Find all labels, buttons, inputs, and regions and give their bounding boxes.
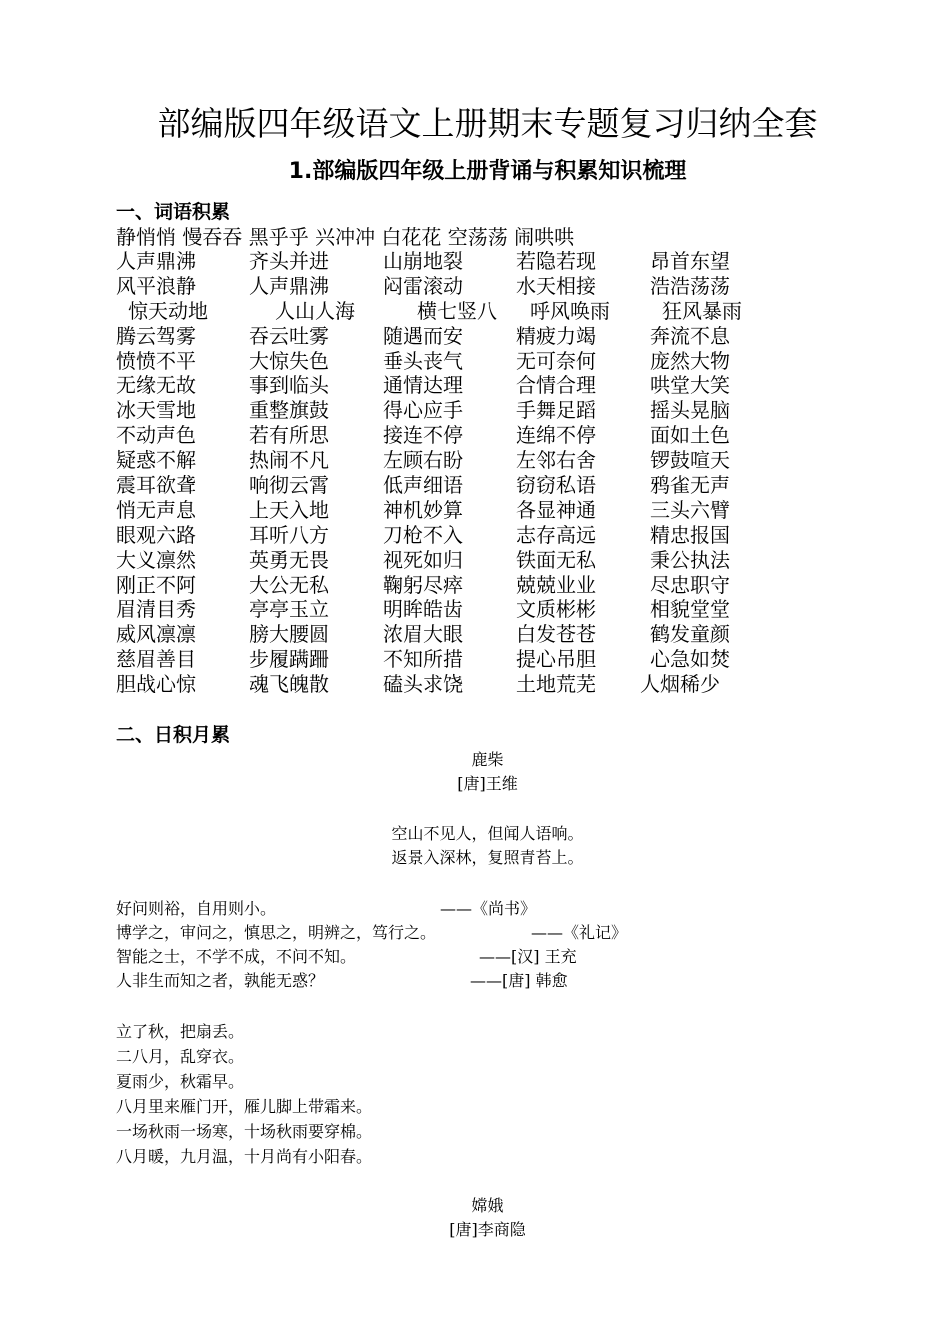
vocab-word: 大义凛然 <box>116 547 196 572</box>
vocab-word: 闷雷滚动 <box>383 273 463 298</box>
vocab-word: 刚正不阿 <box>116 572 196 597</box>
quote-text: 智能之士，不学不成，不问不知。 <box>116 947 357 966</box>
vocab-word: 面如土色 <box>650 423 730 448</box>
poem-title: 鹿柴 <box>471 750 504 769</box>
vocab-word: 垂头丧气 <box>383 348 463 373</box>
vocab-word: 秉公执法 <box>650 547 730 572</box>
vocab-word: 昂首东望 <box>650 249 730 273</box>
vocab-word: 连绵不停 <box>516 423 596 448</box>
vocab-word: 风平浪静 <box>116 273 196 298</box>
vocab-word: 摇头晃脑 <box>650 398 730 423</box>
document-title: 部编版四年级语文上册期末专题复习归纳全套 <box>157 104 818 143</box>
vocab-word: 相貌堂堂 <box>650 597 730 622</box>
vocab-word: 明眸皓齿 <box>383 597 463 622</box>
vocab-word: 若有所思 <box>249 423 329 448</box>
quote-text: 博学之，审问之，慎思之，明辨之，笃行之。 <box>116 923 437 942</box>
vocab-word: 疑惑不解 <box>116 448 196 473</box>
vocab-word: 水天相接 <box>516 273 596 298</box>
section-heading-vocabulary: 一、词语积累 <box>116 201 231 223</box>
vocab-word: 不知所措 <box>383 647 463 672</box>
quote-text: 好问则裕，自用则小。 <box>116 899 277 918</box>
vocab-row <box>116 324 896 349</box>
vocab-word: 若隐若现 <box>516 249 596 273</box>
vocab-row <box>116 299 896 324</box>
vocab-word: 耳听八方 <box>249 522 329 547</box>
document-subtitle: 1.部编版四年级上册背诵与积累知识梳理 <box>288 159 687 184</box>
vocab-row <box>116 647 896 672</box>
vocab-word: 吞云吐雾 <box>249 323 329 348</box>
vocab-word: 提心吊胆 <box>516 647 596 672</box>
vocab-word: 呼风唤雨 <box>530 298 610 323</box>
vocab-row <box>116 473 896 498</box>
vocab-word: 视死如归 <box>383 547 463 572</box>
vocab-row <box>116 498 896 523</box>
vocab-word: 手舞足蹈 <box>516 398 596 423</box>
quote-source: ——[汉] 王充 <box>479 947 577 966</box>
vocab-word: 鹤发童颜 <box>650 622 730 647</box>
vocab-word: 精忠报国 <box>650 522 730 547</box>
vocab-word: 庞然大物 <box>650 348 730 373</box>
vocab-word: 大惊失色 <box>249 348 329 373</box>
vocab-word: 左顾右盼 <box>383 448 463 473</box>
vocab-word: 接连不停 <box>383 423 463 448</box>
vocab-word: 慈眉善目 <box>116 647 196 672</box>
vocab-word: 热闹不凡 <box>249 448 329 473</box>
vocab-word: 无可奈何 <box>516 348 596 373</box>
vocab-word: 通情达理 <box>383 373 463 398</box>
vocab-word: 铁面无私 <box>516 547 596 572</box>
vocab-word: 山崩地裂 <box>383 249 463 273</box>
vocab-word: 人声鼎沸 <box>116 249 196 273</box>
quote-source: ——[唐] 韩愈 <box>470 971 568 990</box>
vocab-row <box>116 548 896 573</box>
vocab-word: 步履蹒跚 <box>249 647 329 672</box>
vocab-word: 眉清目秀 <box>116 597 196 622</box>
vocab-word: 志存高远 <box>516 522 596 547</box>
vocab-word: 狂风暴雨 <box>662 298 742 323</box>
vocab-word: 腾云驾雾 <box>116 323 196 348</box>
vocab-row <box>116 274 896 299</box>
vocab-grid <box>116 249 896 697</box>
vocab-reduplicated-line: 静悄悄 慢吞吞 黑乎乎 兴冲冲 白花花 空荡荡 闹哄哄 <box>116 225 575 249</box>
vocab-row <box>116 672 896 697</box>
vocab-word: 浓眉大眼 <box>383 622 463 647</box>
proverb-line: 立了秋，把扇丢。 <box>116 1022 245 1041</box>
proverb-line: 二八月，乱穿衣。 <box>116 1047 245 1066</box>
vocab-word: 膀大腰圆 <box>249 622 329 647</box>
poem-line: 空山不见人，但闻人语响。 <box>391 824 584 843</box>
poem-line: 返景入深林，复照青苔上。 <box>391 848 584 867</box>
vocab-word: 魂飞魄散 <box>249 672 329 697</box>
vocab-word: 上天入地 <box>249 497 329 522</box>
vocab-word: 合情合理 <box>516 373 596 398</box>
vocab-word: 人声鼎沸 <box>249 273 329 298</box>
vocab-word: 胆战心惊 <box>116 672 196 697</box>
vocab-word: 亭亭玉立 <box>249 597 329 622</box>
vocab-word: 心急如焚 <box>650 647 730 672</box>
vocab-row <box>116 573 896 598</box>
vocab-word: 眼观六路 <box>116 522 196 547</box>
vocab-word: 冰天雪地 <box>116 398 196 423</box>
vocab-row <box>116 349 896 374</box>
vocab-word: 低声细语 <box>383 473 463 498</box>
vocab-word: 磕头求饶 <box>383 672 463 697</box>
vocab-word: 白发苍苍 <box>516 622 596 647</box>
vocab-word: 鞠躬尽瘁 <box>383 572 463 597</box>
vocab-word: 事到临头 <box>249 373 329 398</box>
vocab-word: 横七竖八 <box>417 298 497 323</box>
vocab-row <box>116 448 896 473</box>
vocab-word: 人烟稀少 <box>640 672 720 697</box>
vocab-word: 鸦雀无声 <box>650 473 730 498</box>
vocab-word: 精疲力竭 <box>516 323 596 348</box>
vocab-row <box>116 622 896 647</box>
vocab-word: 震耳欲聋 <box>116 473 196 498</box>
poem-author: [唐]李商隐 <box>449 1220 526 1239</box>
quote-source: ——《尚书》 <box>440 899 537 918</box>
vocab-word: 人山人海 <box>275 298 355 323</box>
vocab-word: 英勇无畏 <box>249 547 329 572</box>
vocab-row <box>116 398 896 423</box>
vocab-word: 齐头并进 <box>249 249 329 273</box>
vocab-row <box>116 373 896 398</box>
vocab-word: 文质彬彬 <box>516 597 596 622</box>
vocab-word: 大公无私 <box>249 572 329 597</box>
vocab-word: 重整旗鼓 <box>249 398 329 423</box>
vocab-word: 神机妙算 <box>383 497 463 522</box>
vocab-word: 无缘无故 <box>116 373 196 398</box>
vocab-word: 各显神通 <box>516 497 596 522</box>
vocab-word: 兢兢业业 <box>516 572 596 597</box>
proverb-line: 八月暖，九月温，十月尚有小阳春。 <box>116 1147 373 1166</box>
vocab-word: 得心应手 <box>383 398 463 423</box>
poem-title: 嫦娥 <box>471 1196 504 1215</box>
vocab-word: 奔流不息 <box>650 323 730 348</box>
quote-source: ——《礼记》 <box>531 923 628 942</box>
section-heading-daily-accumulation: 二、日积月累 <box>116 724 231 746</box>
vocab-row <box>116 423 896 448</box>
vocab-word: 惊天动地 <box>128 298 208 323</box>
proverb-line: 夏雨少，秋霜早。 <box>116 1072 245 1091</box>
proverb-line: 八月里来雁门开，雁儿脚上带霜来。 <box>116 1097 373 1116</box>
vocab-word: 响彻云霄 <box>249 473 329 498</box>
vocab-word: 悄无声息 <box>116 497 196 522</box>
vocab-word: 三头六臂 <box>650 497 730 522</box>
vocab-word: 窃窃私语 <box>516 473 596 498</box>
vocab-word: 锣鼓喧天 <box>650 448 730 473</box>
vocab-word: 愤愤不平 <box>116 348 196 373</box>
vocab-word: 浩浩荡荡 <box>650 273 730 298</box>
vocab-row <box>116 597 896 622</box>
vocab-word: 威风凛凛 <box>116 622 196 647</box>
vocab-word: 土地荒芜 <box>516 672 596 697</box>
vocab-word: 哄堂大笑 <box>650 373 730 398</box>
proverb-line: 一场秋雨一场寒，十场秋雨要穿棉。 <box>116 1122 373 1141</box>
vocab-word: 随遇而安 <box>383 323 463 348</box>
vocab-word: 刀枪不入 <box>383 522 463 547</box>
vocab-word: 尽忠职守 <box>650 572 730 597</box>
poem-author: [唐]王维 <box>457 774 518 793</box>
vocab-word: 不动声色 <box>116 423 196 448</box>
vocab-word: 左邻右舍 <box>516 448 596 473</box>
vocab-row <box>116 249 896 274</box>
vocab-row <box>116 523 896 548</box>
quote-text: 人非生而知之者，孰能无惑？ <box>116 971 325 990</box>
